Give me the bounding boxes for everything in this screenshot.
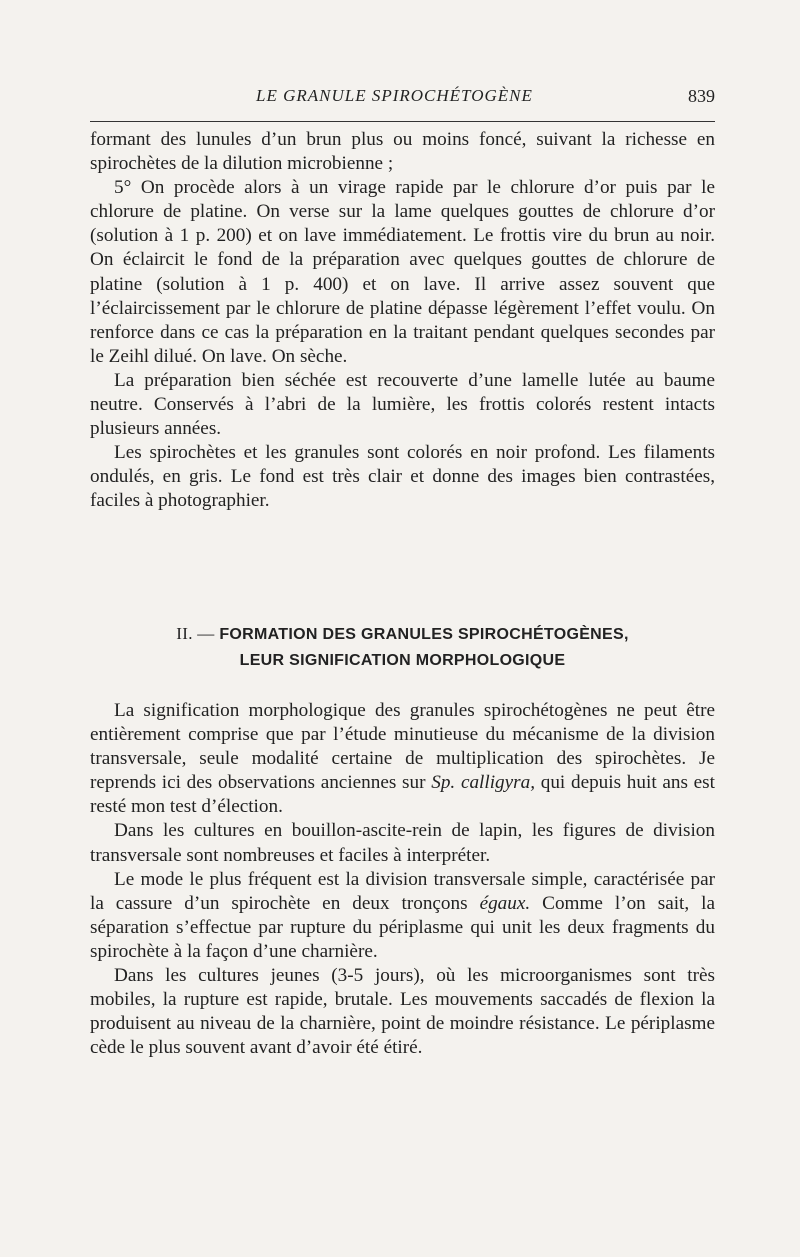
paragraph: Dans les cultures en bouillon-ascite-rein de lapin, les figures de division transversale sont nombreuses et faciles à interpréter. [90,820,715,866]
paragraph-text: Le mode le plus fréquent est la division transversale simple, caractérisée par la cassure d’un spirochète en deux tronçons [90,868,715,914]
section-title-line2: LEUR SIGNIFICATION MORPHOLOGIQUE [239,652,566,669]
page-header [90,86,715,114]
paragraph: Les spirochètes et les granules sont colorés en noir profond. Les filaments ondulés, en gris. Le fond est très clair et donne des images bien contrastées, faciles à photographier. [90,442,715,512]
paragraph-text: qui depuis huit ans est resté mon test d’élection. [90,772,715,818]
paragraph: 5° On procède alors à un virage rapide par le chlorure d’or puis par le chlorure de platine. On verse sur la lame quelques gouttes de chlorure d’or (solution à 1 p. 200) et on lave immédiatement. Le frottis vire du brun au noir. On éclaircit le fond de la préparation avec quelques gouttes de chlorure de platine (solution à 1 p. 400) et on lave. Il arrive assez souvent que l’éclaircissement par le chlorure de platine dépasse légèrement l’effet voulu. On renforce dans ce cas la préparation en la traitant pendant quelques secondes par le Zeihl dilué. On lave. On sèche. [90,177,715,367]
paragraph [90,868,715,964]
header-rule [90,121,715,122]
paragraph-text: La signification morphologique des granules spirochétogènes ne peut être entièrement comprise que par l’étude minutieuse du mécanisme de la division transversale, seule modalité certaine de multiplication des spirochètes. Je reprends ici des observations anciennes sur [90,700,715,794]
section-number: II. — [176,624,215,643]
paragraph-text: Comme l’on sait, la séparation s’effectue par rupture du périplasme qui unit les deux fragments du spirochète à la façon d’une charnière. [90,892,715,962]
paragraph: La préparation bien séchée est recouverte d’une lamelle lutée au baume neutre. Conservés à l’abri de la lumière, les frottis colorés restent intacts plusieurs années. [90,369,715,440]
section-title-line1: FORMATION DES GRANULES SPIROCHÉTOGÈNES, [219,626,629,643]
emphasis: égaux. [479,892,531,914]
bottom-text-block [90,699,715,1060]
top-text-block [90,128,715,514]
paragraph: Dans les cultures jeunes (3-5 jours), où les microorganismes sont très mobiles, la rupture est rapide, brutale. Les mouvements saccadés de flexion la produisent au niveau de la charnière, point de moindre résistance. Le périplasme cède le plus souvent avant d’avoir été étiré. [90,965,715,1059]
species-name: Sp. calligyra, [431,772,536,794]
running-title: LE GRANULE SPIROCHÉTOGÈNE [256,86,533,105]
section-heading-line1 [90,621,715,648]
page-number: 839 [688,86,715,106]
paragraph [90,699,715,819]
section-heading [90,621,715,674]
paragraph: formant des lunules d’un brun plus ou moins foncé, suivant la richesse en spirochètes de la dilution microbienne ; [90,129,715,175]
